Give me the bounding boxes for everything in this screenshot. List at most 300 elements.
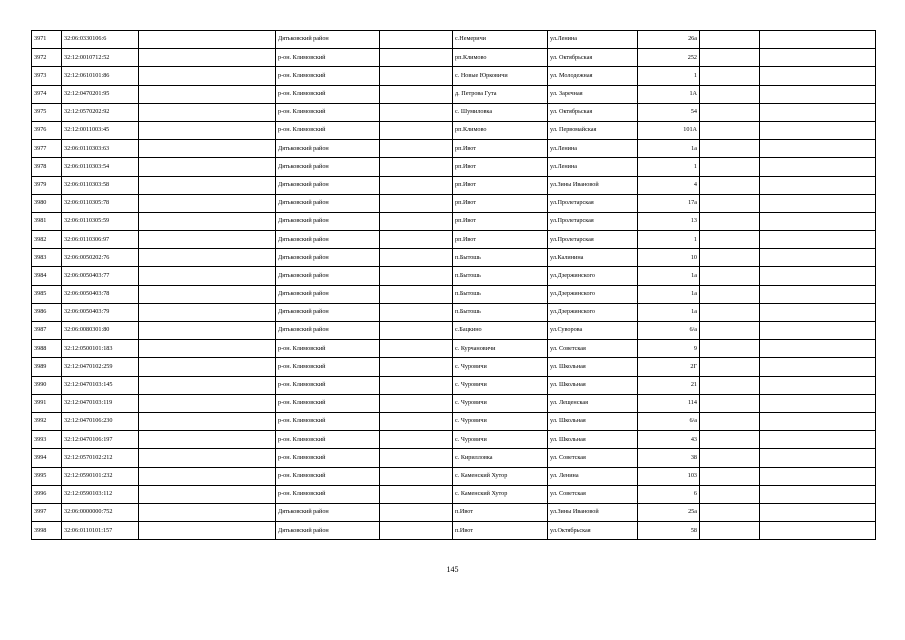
- cell-blank-column-2: [380, 231, 453, 249]
- cell-street: ул.Ленина: [548, 31, 638, 49]
- cell-blank-column: [139, 121, 276, 139]
- cell-district: Дятьковский район: [276, 176, 380, 194]
- cell-settlement: с. Каменский Хутор: [453, 485, 548, 503]
- cell-cadastral-number: 32:12:0500101:183: [62, 340, 139, 358]
- cell-extra-column-2: [760, 158, 876, 176]
- cell-extra-column-2: [760, 394, 876, 412]
- cell-row-number: 3991: [32, 394, 62, 412]
- cell-street: ул.Зины Ивановой: [548, 176, 638, 194]
- table-row: [32, 285, 876, 303]
- table-row: [32, 485, 876, 503]
- cell-settlement: с. Чуровичи: [453, 412, 548, 430]
- cell-blank-column: [139, 176, 276, 194]
- cell-extra-column-2: [760, 49, 876, 67]
- cell-settlement: рп.Ивот: [453, 176, 548, 194]
- cell-street: ул.Пролетарская: [548, 194, 638, 212]
- cell-cadastral-number: 32:12:0011003:45: [62, 121, 139, 139]
- cell-street: ул. Школьная: [548, 431, 638, 449]
- cell-house-number: 26а: [638, 31, 700, 49]
- table-row: [32, 212, 876, 230]
- cell-extra-column-2: [760, 485, 876, 503]
- cell-settlement: п.Ивот: [453, 503, 548, 521]
- cell-row-number: 3980: [32, 194, 62, 212]
- cell-extra-column-2: [760, 449, 876, 467]
- cell-row-number: 3994: [32, 449, 62, 467]
- cell-blank-column: [139, 412, 276, 430]
- cell-blank-column-2: [380, 303, 453, 321]
- cell-blank-column-2: [380, 449, 453, 467]
- table-row: [32, 303, 876, 321]
- cell-district: р-он. Климовский: [276, 67, 380, 85]
- cell-house-number: 6/а: [638, 412, 700, 430]
- cell-extra-column-2: [760, 212, 876, 230]
- cell-house-number: 103: [638, 467, 700, 485]
- cell-district: р-он. Климовский: [276, 485, 380, 503]
- cell-cadastral-number: 32:12:0470103:145: [62, 376, 139, 394]
- cell-row-number: 3990: [32, 376, 62, 394]
- cell-street: ул. Школьная: [548, 412, 638, 430]
- table-row: [32, 67, 876, 85]
- cell-row-number: 3984: [32, 267, 62, 285]
- cell-extra-column-2: [760, 85, 876, 103]
- cell-extra-column-1: [700, 31, 760, 49]
- cell-street: ул. Октябрьская: [548, 103, 638, 121]
- cell-extra-column-2: [760, 267, 876, 285]
- cell-cadastral-number: 32:12:0610101:86: [62, 67, 139, 85]
- cell-settlement: с. Каменский Хутор: [453, 467, 548, 485]
- cell-blank-column-2: [380, 485, 453, 503]
- table-body: [32, 31, 876, 540]
- cell-blank-column: [139, 31, 276, 49]
- cell-extra-column-2: [760, 67, 876, 85]
- cell-house-number: 10: [638, 249, 700, 267]
- cell-extra-column-2: [760, 431, 876, 449]
- table-row: [32, 176, 876, 194]
- cell-blank-column: [139, 522, 276, 540]
- cell-row-number: 3979: [32, 176, 62, 194]
- cell-row-number: 3989: [32, 358, 62, 376]
- cell-settlement: с. Кирилловка: [453, 449, 548, 467]
- cell-row-number: 3982: [32, 231, 62, 249]
- cell-extra-column-2: [760, 285, 876, 303]
- cell-street: ул. Лещенская: [548, 394, 638, 412]
- cell-blank-column: [139, 376, 276, 394]
- cell-row-number: 3995: [32, 467, 62, 485]
- cell-blank-column-2: [380, 49, 453, 67]
- cell-street: ул.Ленина: [548, 158, 638, 176]
- cell-blank-column: [139, 340, 276, 358]
- cell-settlement: с. Курчановичи: [453, 340, 548, 358]
- cell-blank-column: [139, 158, 276, 176]
- cell-district: Дятьковский район: [276, 31, 380, 49]
- cell-district: р-он. Климовский: [276, 431, 380, 449]
- cell-house-number: 6: [638, 485, 700, 503]
- cell-blank-column: [139, 49, 276, 67]
- cell-extra-column-2: [760, 121, 876, 139]
- cell-blank-column-2: [380, 340, 453, 358]
- cell-cadastral-number: 32:06:0110101:157: [62, 522, 139, 540]
- cell-row-number: 3993: [32, 431, 62, 449]
- cell-extra-column-1: [700, 194, 760, 212]
- cell-house-number: 1А: [638, 85, 700, 103]
- cell-blank-column-2: [380, 503, 453, 521]
- cell-cadastral-number: 32:06:0080301:80: [62, 322, 139, 340]
- cell-street: ул.Зины Ивановой: [548, 503, 638, 521]
- cell-street: ул. Заречная: [548, 85, 638, 103]
- cell-street: ул. Октябрьская: [548, 49, 638, 67]
- cell-settlement: с.Немеричи: [453, 31, 548, 49]
- cell-house-number: 1: [638, 158, 700, 176]
- cell-settlement: с. Чуровичи: [453, 394, 548, 412]
- table-row: [32, 85, 876, 103]
- cell-blank-column-2: [380, 376, 453, 394]
- cell-settlement: п.Бытошь: [453, 249, 548, 267]
- table-row: [32, 431, 876, 449]
- cell-house-number: 6/а: [638, 322, 700, 340]
- cell-settlement: рп.Ивот: [453, 212, 548, 230]
- cell-street: ул. Ленина: [548, 467, 638, 485]
- cell-district: Дятьковский район: [276, 303, 380, 321]
- table-row: [32, 322, 876, 340]
- cell-settlement: с. Шумиловка: [453, 103, 548, 121]
- cell-blank-column-2: [380, 194, 453, 212]
- cell-district: р-он. Климовский: [276, 358, 380, 376]
- cell-row-number: 3976: [32, 121, 62, 139]
- cell-blank-column: [139, 267, 276, 285]
- table-row: [32, 376, 876, 394]
- cell-house-number: 1а: [638, 267, 700, 285]
- cell-blank-column: [139, 85, 276, 103]
- cell-extra-column-1: [700, 322, 760, 340]
- cell-extra-column-1: [700, 212, 760, 230]
- cell-district: Дятьковский район: [276, 158, 380, 176]
- cell-settlement: рп.Климово: [453, 49, 548, 67]
- cell-street: ул. Советская: [548, 449, 638, 467]
- cell-district: р-он. Климовский: [276, 340, 380, 358]
- cell-blank-column-2: [380, 249, 453, 267]
- cell-house-number: 4: [638, 176, 700, 194]
- cell-extra-column-1: [700, 158, 760, 176]
- cell-blank-column: [139, 231, 276, 249]
- table-row: [32, 503, 876, 521]
- cell-extra-column-2: [760, 31, 876, 49]
- cell-district: р-он. Климовский: [276, 121, 380, 139]
- table-row: [32, 358, 876, 376]
- cell-district: Дятьковский район: [276, 267, 380, 285]
- cell-cadastral-number: 32:06:0110303:58: [62, 176, 139, 194]
- cell-district: р-он. Климовский: [276, 103, 380, 121]
- cell-blank-column: [139, 103, 276, 121]
- cell-extra-column-2: [760, 231, 876, 249]
- cell-blank-column-2: [380, 103, 453, 121]
- cell-cadastral-number: 32:12:0590103:112: [62, 485, 139, 503]
- cell-house-number: 9: [638, 340, 700, 358]
- cell-extra-column-2: [760, 503, 876, 521]
- cell-cadastral-number: 32:06:0050403:78: [62, 285, 139, 303]
- table-row: [32, 31, 876, 49]
- cell-settlement: с. Чуровичи: [453, 431, 548, 449]
- cell-extra-column-2: [760, 303, 876, 321]
- cell-extra-column-1: [700, 358, 760, 376]
- cell-settlement: рп.Ивот: [453, 140, 548, 158]
- cell-settlement: д. Петрова Гута: [453, 85, 548, 103]
- cell-street: ул.Калинина: [548, 249, 638, 267]
- cell-settlement: с. Чуровичи: [453, 376, 548, 394]
- cell-row-number: 3981: [32, 212, 62, 230]
- cell-district: Дятьковский район: [276, 212, 380, 230]
- cell-extra-column-1: [700, 85, 760, 103]
- cell-blank-column-2: [380, 358, 453, 376]
- cell-cadastral-number: 32:06:0110303:63: [62, 140, 139, 158]
- cell-street: ул. Молодежная: [548, 67, 638, 85]
- cell-row-number: 3972: [32, 49, 62, 67]
- cell-blank-column-2: [380, 467, 453, 485]
- cell-settlement: рп.Ивот: [453, 231, 548, 249]
- cell-row-number: 3974: [32, 85, 62, 103]
- table-row: [32, 231, 876, 249]
- table-row: [32, 158, 876, 176]
- cell-cadastral-number: 32:06:0110305:78: [62, 194, 139, 212]
- cell-street: ул. Школьная: [548, 358, 638, 376]
- cell-blank-column: [139, 249, 276, 267]
- cell-house-number: 1: [638, 67, 700, 85]
- cell-blank-column-2: [380, 158, 453, 176]
- cell-blank-column-2: [380, 176, 453, 194]
- cell-house-number: 252: [638, 49, 700, 67]
- cell-blank-column-2: [380, 67, 453, 85]
- cell-blank-column: [139, 358, 276, 376]
- cell-blank-column: [139, 449, 276, 467]
- cell-extra-column-2: [760, 340, 876, 358]
- cell-house-number: 38: [638, 449, 700, 467]
- cell-settlement: п.Ивот: [453, 522, 548, 540]
- cell-blank-column: [139, 485, 276, 503]
- cell-street: ул.Суворова: [548, 322, 638, 340]
- cell-extra-column-1: [700, 67, 760, 85]
- cell-settlement: с.Бацкино: [453, 322, 548, 340]
- cell-row-number: 3971: [32, 31, 62, 49]
- cell-district: р-он. Климовский: [276, 394, 380, 412]
- cell-extra-column-1: [700, 467, 760, 485]
- cell-row-number: 3998: [32, 522, 62, 540]
- cell-row-number: 3985: [32, 285, 62, 303]
- cell-blank-column-2: [380, 267, 453, 285]
- cell-blank-column: [139, 67, 276, 85]
- cell-street: ул. Советская: [548, 485, 638, 503]
- cell-extra-column-1: [700, 412, 760, 430]
- cell-extra-column-1: [700, 285, 760, 303]
- cell-blank-column-2: [380, 212, 453, 230]
- cell-settlement: п.Бытошь: [453, 303, 548, 321]
- cell-house-number: 1а: [638, 285, 700, 303]
- cell-cadastral-number: 32:12:0570102:212: [62, 449, 139, 467]
- cell-blank-column: [139, 394, 276, 412]
- cell-extra-column-1: [700, 394, 760, 412]
- cell-district: р-он. Климовский: [276, 376, 380, 394]
- cell-blank-column-2: [380, 394, 453, 412]
- cell-cadastral-number: 32:06:0050403:77: [62, 267, 139, 285]
- table-row: [32, 140, 876, 158]
- cell-row-number: 3978: [32, 158, 62, 176]
- cell-district: р-он. Климовский: [276, 467, 380, 485]
- cell-house-number: 1а: [638, 303, 700, 321]
- cell-extra-column-1: [700, 140, 760, 158]
- cell-extra-column-1: [700, 340, 760, 358]
- cell-house-number: 1а: [638, 140, 700, 158]
- cell-house-number: 13: [638, 212, 700, 230]
- cell-row-number: 3997: [32, 503, 62, 521]
- cell-cadastral-number: 32:06:0000000:752: [62, 503, 139, 521]
- cell-extra-column-2: [760, 358, 876, 376]
- cell-street: ул. Школьная: [548, 376, 638, 394]
- cell-district: Дятьковский район: [276, 194, 380, 212]
- cell-street: ул.Дзержинского: [548, 267, 638, 285]
- cell-house-number: 58: [638, 522, 700, 540]
- cell-row-number: 3975: [32, 103, 62, 121]
- cell-district: р-он. Климовский: [276, 49, 380, 67]
- cell-extra-column-1: [700, 121, 760, 139]
- table-row: [32, 340, 876, 358]
- cell-extra-column-1: [700, 267, 760, 285]
- cell-district: Дятьковский район: [276, 140, 380, 158]
- cell-settlement: рп.Ивот: [453, 158, 548, 176]
- cell-house-number: 25а: [638, 503, 700, 521]
- cell-extra-column-1: [700, 231, 760, 249]
- cell-cadastral-number: 32:12:0470102:259: [62, 358, 139, 376]
- cell-blank-column: [139, 431, 276, 449]
- cell-blank-column-2: [380, 31, 453, 49]
- cell-extra-column-1: [700, 431, 760, 449]
- cell-row-number: 3986: [32, 303, 62, 321]
- table-row: [32, 249, 876, 267]
- cell-street: ул.Дзержинского: [548, 285, 638, 303]
- cell-extra-column-1: [700, 103, 760, 121]
- cell-extra-column-2: [760, 249, 876, 267]
- cell-blank-column-2: [380, 140, 453, 158]
- cell-row-number: 3987: [32, 322, 62, 340]
- cell-extra-column-1: [700, 176, 760, 194]
- cell-blank-column-2: [380, 412, 453, 430]
- cell-blank-column-2: [380, 285, 453, 303]
- table-row: [32, 467, 876, 485]
- table-row: [32, 412, 876, 430]
- cell-blank-column: [139, 322, 276, 340]
- cell-blank-column: [139, 140, 276, 158]
- cell-extra-column-1: [700, 485, 760, 503]
- cell-street: ул.Октябрьская: [548, 522, 638, 540]
- page-number: 145: [446, 565, 459, 574]
- cell-blank-column: [139, 503, 276, 521]
- cell-blank-column: [139, 467, 276, 485]
- cell-cadastral-number: 32:06:0050202:76: [62, 249, 139, 267]
- cell-blank-column-2: [380, 431, 453, 449]
- cell-row-number: 3973: [32, 67, 62, 85]
- table-row: [32, 103, 876, 121]
- cell-extra-column-1: [700, 249, 760, 267]
- cell-extra-column-2: [760, 322, 876, 340]
- cell-extra-column-2: [760, 467, 876, 485]
- cell-cadastral-number: 32:12:0470201:95: [62, 85, 139, 103]
- cell-extra-column-1: [700, 522, 760, 540]
- cell-house-number: 101А: [638, 121, 700, 139]
- table-row: [32, 449, 876, 467]
- cell-district: р-он. Климовский: [276, 85, 380, 103]
- cell-cadastral-number: 32:12:0010712:52: [62, 49, 139, 67]
- cell-house-number: 17а: [638, 194, 700, 212]
- cell-blank-column-2: [380, 522, 453, 540]
- cell-cadastral-number: 32:12:0470103:119: [62, 394, 139, 412]
- cell-cadastral-number: 32:06:0110305:59: [62, 212, 139, 230]
- cell-cadastral-number: 32:12:0470106:230: [62, 412, 139, 430]
- cell-extra-column-1: [700, 376, 760, 394]
- cell-blank-column-2: [380, 121, 453, 139]
- cell-house-number: 43: [638, 431, 700, 449]
- cadastral-table: [31, 30, 876, 540]
- cell-extra-column-2: [760, 376, 876, 394]
- cell-extra-column-2: [760, 412, 876, 430]
- cell-house-number: 2Г: [638, 358, 700, 376]
- cell-extra-column-2: [760, 522, 876, 540]
- table-row: [32, 194, 876, 212]
- cell-extra-column-2: [760, 176, 876, 194]
- cell-house-number: 21: [638, 376, 700, 394]
- cell-street: ул. Первомайская: [548, 121, 638, 139]
- cell-row-number: 3988: [32, 340, 62, 358]
- cell-row-number: 3996: [32, 485, 62, 503]
- cell-extra-column-1: [700, 503, 760, 521]
- table-row: [32, 121, 876, 139]
- cell-extra-column-2: [760, 140, 876, 158]
- cell-extra-column-1: [700, 303, 760, 321]
- cell-cadastral-number: 32:06:0050403:79: [62, 303, 139, 321]
- table-row: [32, 394, 876, 412]
- cell-blank-column: [139, 285, 276, 303]
- cell-district: Дятьковский район: [276, 249, 380, 267]
- cell-blank-column-2: [380, 85, 453, 103]
- table-row: [32, 49, 876, 67]
- cell-district: Дятьковский район: [276, 503, 380, 521]
- cell-settlement: с. Новые Юрковичи: [453, 67, 548, 85]
- cell-settlement: п.Бытошь: [453, 267, 548, 285]
- cell-house-number: 54: [638, 103, 700, 121]
- cell-street: ул.Ленина: [548, 140, 638, 158]
- cell-blank-column: [139, 212, 276, 230]
- cell-district: Дятьковский район: [276, 522, 380, 540]
- cell-settlement: с. Чуровичи: [453, 358, 548, 376]
- cell-blank-column-2: [380, 322, 453, 340]
- table-row: [32, 522, 876, 540]
- cell-house-number: 114: [638, 394, 700, 412]
- cell-street: ул.Дзержинского: [548, 303, 638, 321]
- cell-blank-column: [139, 194, 276, 212]
- cell-cadastral-number: 32:06:0110306:97: [62, 231, 139, 249]
- cell-cadastral-number: 32:06:0330106:6: [62, 31, 139, 49]
- cell-extra-column-1: [700, 49, 760, 67]
- cell-house-number: 1: [638, 231, 700, 249]
- cell-cadastral-number: 32:12:0470106:197: [62, 431, 139, 449]
- cell-district: р-он. Климовский: [276, 412, 380, 430]
- cell-district: р-он. Климовский: [276, 449, 380, 467]
- cell-district: Дятьковский район: [276, 322, 380, 340]
- table-row: [32, 267, 876, 285]
- cell-settlement: рп.Климово: [453, 121, 548, 139]
- cell-extra-column-1: [700, 449, 760, 467]
- cell-street: ул. Советская: [548, 340, 638, 358]
- cell-district: Дятьковский район: [276, 231, 380, 249]
- cell-row-number: 3983: [32, 249, 62, 267]
- cell-street: ул.Пролетарская: [548, 231, 638, 249]
- cell-blank-column: [139, 303, 276, 321]
